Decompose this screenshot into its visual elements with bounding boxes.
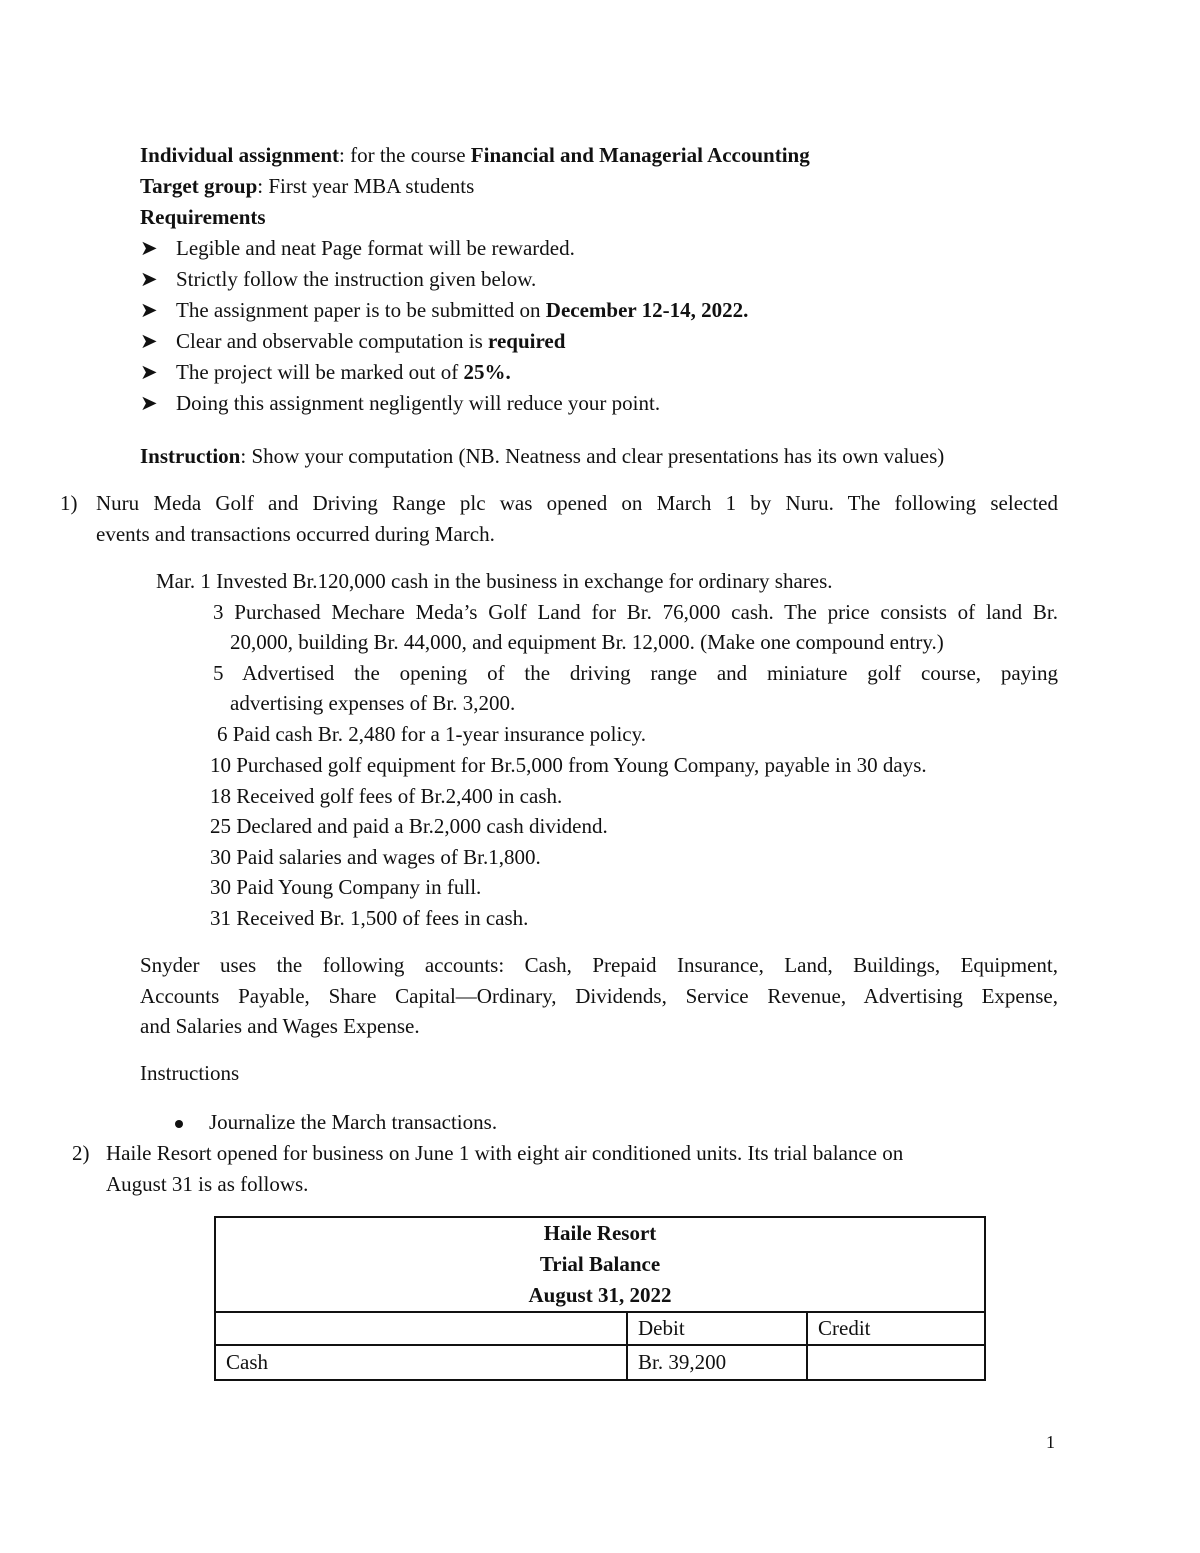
transaction-item: 20,000, building Br. 44,000, and equipment Br. 12,000. (Make one compound entry.) [230, 630, 944, 654]
q1-intro-line: events and transactions occurred during March. [96, 522, 495, 546]
dot-icon [175, 1120, 183, 1128]
statement-title: Trial Balance [539, 1252, 661, 1276]
table-row [215, 1345, 985, 1380]
requirement-item [140, 388, 660, 419]
bullet-text: Journalize the March transactions. [209, 1110, 498, 1134]
arrowhead-icon: ➤ [140, 267, 158, 291]
transaction-item: 6 Paid cash Br. 2,480 for a 1-year insurance policy. [217, 722, 647, 746]
account-column-header [215, 1312, 627, 1345]
target-group-label: Target group [140, 174, 258, 198]
question-number: 1) [60, 491, 78, 515]
accounts-paragraph-line: and Salaries and Wages Expense. [140, 1014, 420, 1038]
target-group-text: : First year MBA students [257, 174, 475, 198]
instructions-title: Instructions [140, 1061, 240, 1085]
assignment-line [140, 140, 810, 171]
transaction-item: 18 Received golf fees of Br.2,400 in cash. [210, 784, 563, 808]
column-header-row [215, 1312, 985, 1345]
transaction-item: 5 Advertised the opening of the driving range and miniature golf course, paying [213, 661, 1058, 685]
due-date: December 12-14, 2022. [545, 298, 749, 322]
transaction-item: 10 Purchased golf equipment for Br.5,000 from Young Company, payable in 30 days. [210, 753, 927, 777]
accounts-paragraph-line: Accounts Payable, Share Capital—Ordinary, Dividends, Service Revenue, Advertising Expense, [140, 984, 1058, 1008]
page-number: 1 [1046, 1432, 1055, 1452]
debit-column-header: Debit [627, 1312, 807, 1345]
mark-weight: 25%. [463, 360, 511, 384]
question-number: 2) [72, 1141, 90, 1165]
instruction-line [140, 441, 944, 472]
requirement-item [140, 264, 536, 295]
requirement-text: Clear and observable computation is [176, 329, 488, 353]
credit-cell [807, 1345, 985, 1380]
arrowhead-icon: ➤ [140, 236, 158, 260]
instruction-text: : Show your computation (NB. Neatness and clear presentations has its own values) [240, 444, 945, 468]
requirement-item [140, 295, 748, 326]
transaction-item: 25 Declared and paid a Br.2,000 cash dividend. [210, 814, 608, 838]
requirement-text: The project will be marked out of [176, 360, 464, 384]
instruction-bullet-item [175, 1107, 497, 1138]
required-word: required [488, 329, 566, 353]
requirement-item [140, 326, 565, 357]
requirement-text: Legible and neat Page format will be rewarded. [176, 236, 575, 260]
q2-intro-line: Haile Resort opened for business on June 1 with eight air conditioned units. Its trial balance on [106, 1141, 904, 1165]
requirement-item [140, 357, 511, 388]
arrowhead-icon: ➤ [140, 391, 158, 415]
transaction-item: 31 Received Br. 1,500 of fees in cash. [210, 906, 529, 930]
company-name: Haile Resort [543, 1221, 657, 1245]
debit-cell: Br. 39,200 [627, 1345, 807, 1380]
credit-column-header: Credit [807, 1312, 985, 1345]
trial-balance-table [214, 1216, 986, 1381]
transaction-item: advertising expenses of Br. 3,200. [230, 691, 516, 715]
requirement-text: The assignment paper is to be submitted on [176, 298, 546, 322]
requirement-text: Strictly follow the instruction given below. [176, 267, 537, 291]
account-cell: Cash [215, 1345, 627, 1380]
arrowhead-icon: ➤ [140, 298, 158, 322]
transaction-item: 30 Paid salaries and wages of Br.1,800. [210, 845, 541, 869]
assignment-mid: : for the course [339, 143, 471, 167]
arrowhead-icon: ➤ [140, 360, 158, 384]
accounts-paragraph-line: Snyder uses the following accounts: Cash, Prepaid Insurance, Land, Buildings, Equipment, [140, 953, 1058, 977]
arrowhead-icon: ➤ [140, 329, 158, 353]
q2-intro-line: August 31 is as follows. [106, 1172, 309, 1196]
requirement-item [140, 233, 575, 264]
table-header-row [215, 1217, 985, 1312]
transaction-item: 3 Purchased Mechare Meda’s Golf Land for Br. 76,000 cash. The price consists of land Br. [213, 600, 1058, 624]
requirements-title: Requirements [140, 205, 266, 229]
table-heading-cell [215, 1217, 985, 1312]
transaction-item: Mar. 1 Invested Br.120,000 cash in the business in exchange for ordinary shares. [156, 569, 833, 593]
instruction-label: Instruction [140, 444, 241, 468]
target-group-line [140, 171, 474, 202]
course-name: Financial and Managerial Accounting [470, 143, 810, 167]
assignment-label: Individual assignment [140, 143, 339, 167]
q1-intro-line: Nuru Meda Golf and Driving Range plc was opened on March 1 by Nuru. The following selected [96, 491, 1058, 515]
requirement-text: Doing this assignment negligently will reduce your point. [176, 391, 661, 415]
transaction-item: 30 Paid Young Company in full. [210, 875, 482, 899]
statement-date: August 31, 2022 [528, 1283, 672, 1307]
